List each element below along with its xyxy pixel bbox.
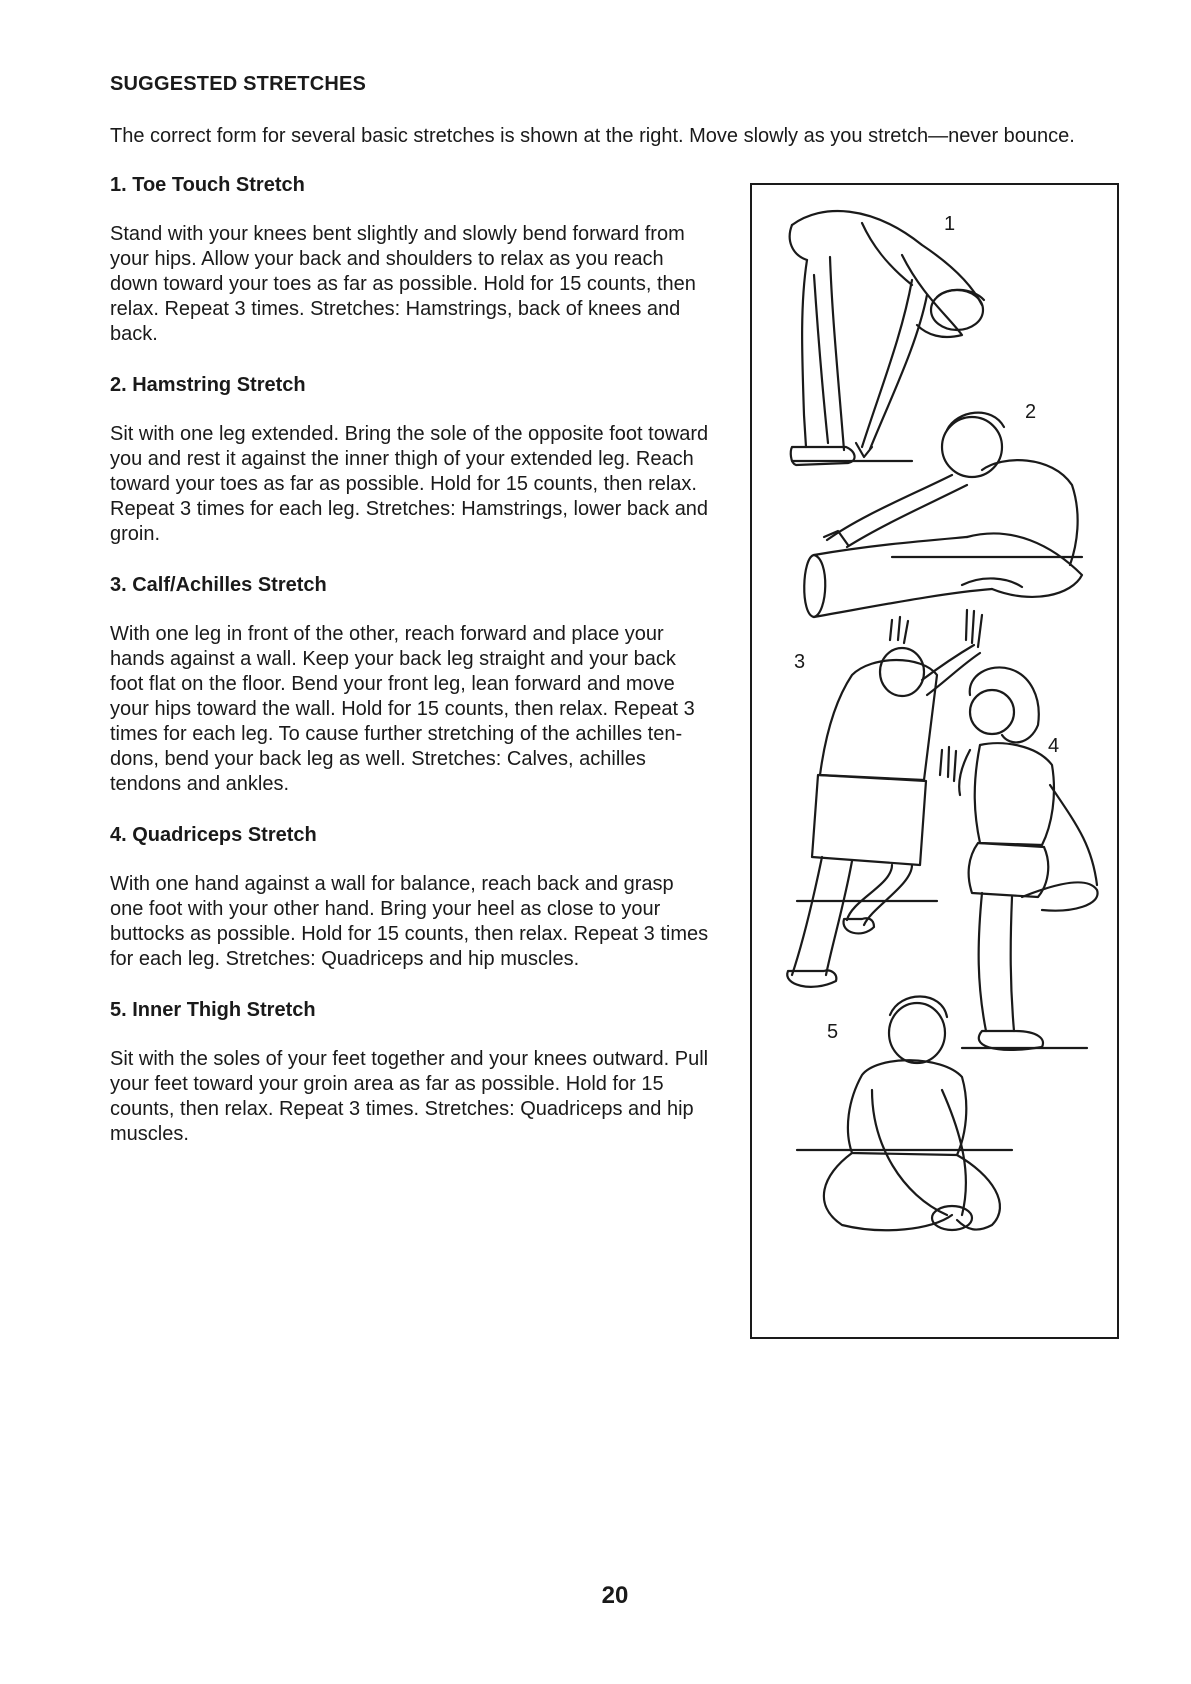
figure-number-label: 5 [827,1021,839,1043]
figure-hamstring [804,413,1082,617]
stretch-description: With one leg in front of the other, reach forward and place your hands against a wall. Keep your back leg straight and your back foot flat on the floor. Bend your front leg, lean forward and move your hips toward the wall. Hold for 15 counts, then relax. Repeat 3 times for each leg. To cause further stretching of the achilles ten-dons, bend your back leg as well. Stretches: Calves, achilles tendons and ankles. [110,623,695,795]
figure-toe-touch [790,211,984,465]
stretch-description: Stand with your knees bent slightly and slowly bend forward from your hips. Allow your back and shoulders to relax as you reach down toward your toes as far as possible. Hold for 15 counts, then relax. Repeat 3 times. Stretches: Hamstrings, back of knees and back. [110,223,696,345]
stretch-title: 2. Hamstring Stretch [110,374,306,396]
figure-number-label: 4 [1048,735,1060,757]
intro-text: The correct form for several basic stretches is shown at the right. Move slowly as you stretch—never bounce. [110,125,1075,147]
stretch-description: Sit with the soles of your feet together and your knees outward. Pull your feet toward your groin area as far as possible. Hold for 15 counts, then relax. Repeat 3 times. Stretches: Quadriceps and hip muscles. [110,1048,709,1145]
figure-number-label: 3 [794,651,806,673]
stretch-list [110,172,710,1172]
figure-number-label: 1 [944,213,956,235]
stretch-hamstring [110,372,710,547]
stretch-title: 1. Toe Touch Stretch [110,174,305,196]
stretch-calf-achilles [110,572,710,797]
figure-calf-achilles [787,610,982,987]
figure-number-label: 2 [1025,401,1037,423]
stretch-description: With one hand against a wall for balance, reach back and grasp one foot with your other hand. Bring your heel as close to your buttocks as possible. Hold for 15 counts, then relax. Repeat 3 times for each leg. Stretches: Quadriceps and hip muscles. [110,873,709,970]
stretch-quadriceps [110,822,710,972]
figure-quadriceps [940,667,1098,1049]
stretch-inner-thigh [110,997,710,1147]
stretch-toe-touch [110,172,710,347]
stretch-figures-drawing [752,185,1117,1337]
section-heading: SUGGESTED STRETCHES [110,73,367,95]
page-number: 20 [601,1582,629,1609]
stretch-description: Sit with one leg extended. Bring the sole of the opposite foot toward you and rest it against the inner thigh of your extended leg. Reach toward your toes as far as possible. Hold for 15 counts, then relax. Repeat 3 times for each leg. Stretches: Hamstrings, lower back and groin. [110,423,709,545]
stretch-title: 3. Calf/Achilles Stretch [110,574,327,596]
stretch-title: 5. Inner Thigh Stretch [110,999,316,1021]
stretch-title: 4. Quadriceps Stretch [110,824,317,846]
stretch-illustrations [750,183,1119,1339]
